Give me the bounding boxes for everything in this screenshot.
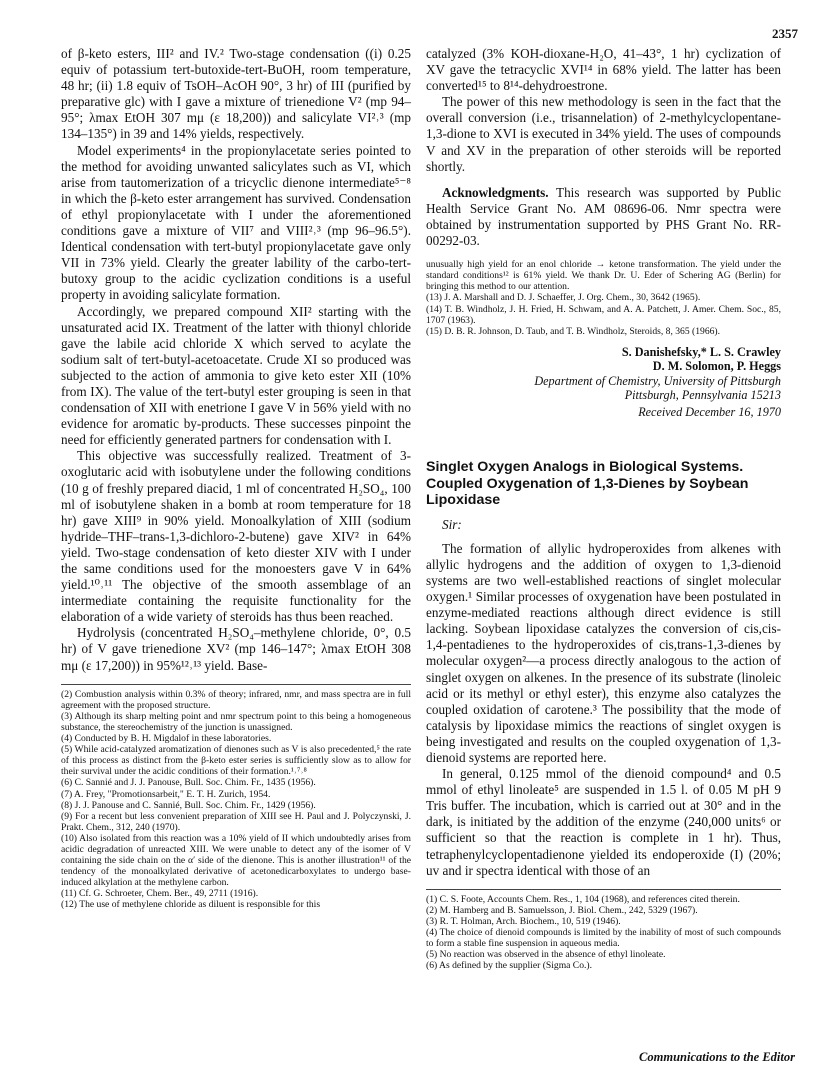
- acknowledgments-heading: Acknowledgments.: [442, 184, 549, 200]
- footnote: (5) No reaction was observed in the absence of ethyl linoleate.: [426, 949, 666, 961]
- article-title: Singlet Oxygen Analogs in Biological Systems. Coupled Oxygenation of 1,3-Dienes by Soybean Lipoxidase: [426, 459, 749, 509]
- paragraph: Accordingly, we prepared compound XII² starting with the unsaturated acid IX. Treatment of the latter with thionyl chloride gave the labile acid chloride X which served to acylate the sodium salt of tert-butyl-acetoacetate. Crude XI so produced was subjected to the action of ammonia to give keto ester XII (10% from IX). The value of the tert-butyl ester grouping is seen in that condensation of XII with enetrione I gave V in 56% yield with no evidence for aromatic by-products. These successes pinpoint the need for efficiently generated partners for condensation with I.: [61, 303, 411, 448]
- footnote: (6) C. Sannié and J. J. Panouse, Bull. Soc. Chim. Fr., 1435 (1956).: [61, 777, 316, 789]
- received-date: Received December 16, 1970: [638, 404, 781, 419]
- left-footnotes: [61, 684, 411, 911]
- footnote: (2) Combustion analysis within 0.3% of theory; infrared, nmr, and mass spectra are in full agreement with the proposed structure.: [61, 688, 411, 711]
- paragraph: of β-keto esters, III² and IV.² Two-stage condensation ((i) 0.25 equiv of potassium tert-butoxide-tert-BuOH, room temperature, 48 hr; (ii) 1.8 equiv of TsOH–AcOH 90°, 3 hr) of III (purified by preparative glc) with I gave a mixture of trienedione V² (mp 94–95°; λmax EtOH 307 mμ (ε 18,200)) and salicylate VI²˒³ (mp 134–135°) in 39 and 14% yields, respectively.: [61, 46, 411, 142]
- footnote: (4) The choice of dienoid compounds is limited by the inability of most of such compounds to form a stable fine suspension in aqueous media.: [426, 927, 781, 950]
- right-body-top: [426, 46, 781, 175]
- footnote: (3) R. T. Holman, Arch. Biochem., 10, 519 (1946).: [426, 915, 621, 927]
- authors-line: S. Danishefsky,* L. S. Crawley: [621, 344, 781, 359]
- right-column: [426, 46, 781, 971]
- footnote: (5) While acid-catalyzed aromatization of dienones such as V is also precedented,⁵ the rate of this process as distinct from the β-keto ester series is sufficiently slow as to allow for their survival under the acidic conditions of their formation.¹˒⁷˒⁸: [61, 744, 411, 778]
- paragraph: catalyzed (3% KOH-dioxane-H₂O, 41–43°, 1 hr) cyclization of XV gave the tetracyclic XVI¹⁴ in 68% yield. The latter has been converted¹⁵ to 8¹⁴-dehydroestrone.: [426, 46, 781, 94]
- footnote: (7) A. Frey, "Promotionsarbeit," E. T. H. Zurich, 1954.: [61, 788, 271, 800]
- footnote: (9) For a recent but less convenient preparation of XIII see H. Paul and J. Polyczynski, J. Prakt. Chem., 312, 240 (1970).: [61, 810, 411, 833]
- footnote: (10) Also isolated from this reaction was a 10% yield of II which undoubtedly arises from acidic degradation of unreacted XIII. We were unable to detect any of the isomer of V containing the side chain on the α′ side of the dienone. This is another illustration¹¹ of the tendency of the monoalkylated derivative of acetonedicarboxylates to undergo base-induced alkylation at the methylene carbon.: [61, 832, 411, 889]
- journal-footer: Communications to the Editor: [639, 1050, 795, 1064]
- authors-line: D. M. Solomon, P. Heggs: [652, 359, 781, 374]
- footnote: (12) The use of methylene chloride as diluent is responsible for this: [61, 899, 321, 911]
- paragraph: The power of this new methodology is seen in the fact that the overall conversion (i.e., trisannelation) of 2-methylcyclopentane-1,3-dione to XVI is executed in 34% yield. The uses of compounds V and XV in the preparation of other steroids will be reported shortly.: [426, 94, 781, 174]
- left-column: [61, 46, 411, 911]
- salutation: Sir:: [442, 516, 462, 532]
- footnote: (14) T. B. Windholz, J. H. Fried, H. Schwam, and A. A. Patchett, J. Amer. Chem. Soc., 85, 1707 (1963).: [426, 303, 781, 326]
- paragraph: Model experiments⁴ in the propionylacetate series pointed to the method for avoiding unwanted salicylates such as VI, which arise from tautomerization of a tricyclic dienone intermediate⁵⁻⁸ in which the β-keto ester arrangement has survived. Condensation of ethyl propionylacetate with I under the aforementioned conditions gave a mixture of VII⁷ and VIII²˒³ (mp 96–96.5°). Identical condensation with tert-butyl propionylacetate gave only VII in 73% yield. Clearly the greater lability of the carbo-tert-butoxy group to the acidic cyclization conditions is a useful property in avoiding salicylate formation.: [61, 142, 411, 303]
- footnote: (4) Conducted by B. H. Migdalof in these laboratories.: [61, 733, 272, 745]
- paragraph: In general, 0.125 mmol of the dienoid compound⁴ and 0.5 mmol of ethyl linoleate⁵ are suspended in 1.5 l. of 0.05 M pH 9 Tris buffer. The incubation, which is carried out at 30° and in the dark, is initiated by the addition of the enzyme (240,000 units⁶ or sufficient so that the reaction is complete in 1 hr). Thus, tetraphenylcyclopentadienone yielded its endoperoxide (I) (20%; uv and ir spectra identical with those of an: [426, 766, 781, 878]
- footnote: (1) C. S. Foote, Accounts Chem. Res., 1, 104 (1968), and references cited therein.: [426, 893, 740, 905]
- footnote: (13) J. A. Marshall and D. J. Schaeffer, J. Org. Chem., 30, 3642 (1965).: [426, 292, 701, 304]
- footnote: (6) As defined by the supplier (Sigma Co.).: [426, 960, 592, 972]
- acknowledgments-text: This research was supported by Public Health Service Grant No. AM 08696-06. Nmr spectra were obtained by instrumentation supported by PHS Grant No. RR-00292-03.: [426, 184, 781, 249]
- right-bottom-footnotes: [426, 889, 781, 972]
- paragraph: The formation of allylic hydroperoxides from alkenes with allylic hydrogens and the addition of oxygen to 1,3-dienoid systems are two well-established reactions of singlet molecular oxygen.¹ Similar processes of oxygenation have been postulated in enzyme-mediated reactions although direct evidence is still lacking. Soybean lipoxidase catalyzes the conversion of cis,cis-1,4-pentadienes to the hydroperoxides of cis,trans-1,3-dienes by molecular oxygen²—a process directly analogous to the action of singlet oxygen on alkenes. In the presence of its substrate (linoleic acid or its methyl or ethyl ester), this enzyme also catalyzes the coupled oxidation of carotene.³ The possibility that the mode of catalysis by lipoxidase mimics the reactions of singlet oxygen is being investigated and results on the coupled oxygenation of 1,3-dienoid systems are reported here.: [426, 540, 781, 765]
- authors: [426, 345, 781, 374]
- acknowledgments-paragraph: [426, 185, 781, 249]
- right-body-bottom: [426, 541, 781, 879]
- footnote: unusually high yield for an enol chloride → ketone transformation. The yield under the standard conditions¹² is 61% yield. We thank Dr. U. Eder of Schering AG (Berlin) for bringing this method to our attention.: [426, 259, 781, 293]
- affiliation-line: Pittsburgh, Pennsylvania 15213: [624, 388, 781, 403]
- acknowledgments: [426, 185, 781, 249]
- footnote: (8) J. J. Panouse and C. Sannié, Bull. Soc. Chim. Fr., 1429 (1956).: [61, 799, 316, 811]
- footnote: (11) Cf. G. Schroeter, Chem. Ber., 49, 2711 (1916).: [61, 888, 259, 900]
- right-footnotes: [426, 259, 781, 337]
- left-body-text: [61, 46, 411, 674]
- affiliation-line: Department of Chemistry, University of Pittsburgh: [534, 373, 781, 388]
- page-number: 2357: [772, 26, 798, 41]
- footnote: (15) D. B. R. Johnson, D. Taub, and T. B. Windholz, Steroids, 8, 365 (1966).: [426, 325, 721, 337]
- footnote: (3) Although its sharp melting point and nmr spectrum point to this being a homogeneous substance, the stereochemistry of the junction is unassigned.: [61, 710, 411, 733]
- footnote: (2) M. Hamberg and B. Samuelsson, J. Biol. Chem., 242, 5329 (1967).: [426, 904, 698, 916]
- affiliation: [426, 374, 781, 403]
- paragraph: Hydrolysis (concentrated H₂SO₄–methylene chloride, 0°, 0.5 hr) of V gave trienedione XV² (mp 146–147°; λmax EtOH 308 mμ (ε 17,200)) in 95%¹²˒¹³ yield. Base-: [61, 625, 411, 673]
- paragraph: This objective was successfully realized. Treatment of 3-oxoglutaric acid with isobutylene under the following conditions (10 g of freshly prepared diacid, 1 ml of concentrated H₂SO₄, 100 ml of isobutylene shaken in a bomb at room temperature for 18 hr) gave XIII⁹ in 90% yield. Monoalkylation of XIII (sodium hydride–THF–trans-1,3-dichloro-2-butene) gave XIV² in 64% yield. Two-stage condensation of keto diester XIV with I under the same conditions used for the monoesters gave V in 64% yield.¹⁰˒¹¹ The objective of the smooth assemblage of an intermediate containing the requisite functionality for the elaboration of a wide variety of steroids has thus been reached.: [61, 448, 411, 625]
